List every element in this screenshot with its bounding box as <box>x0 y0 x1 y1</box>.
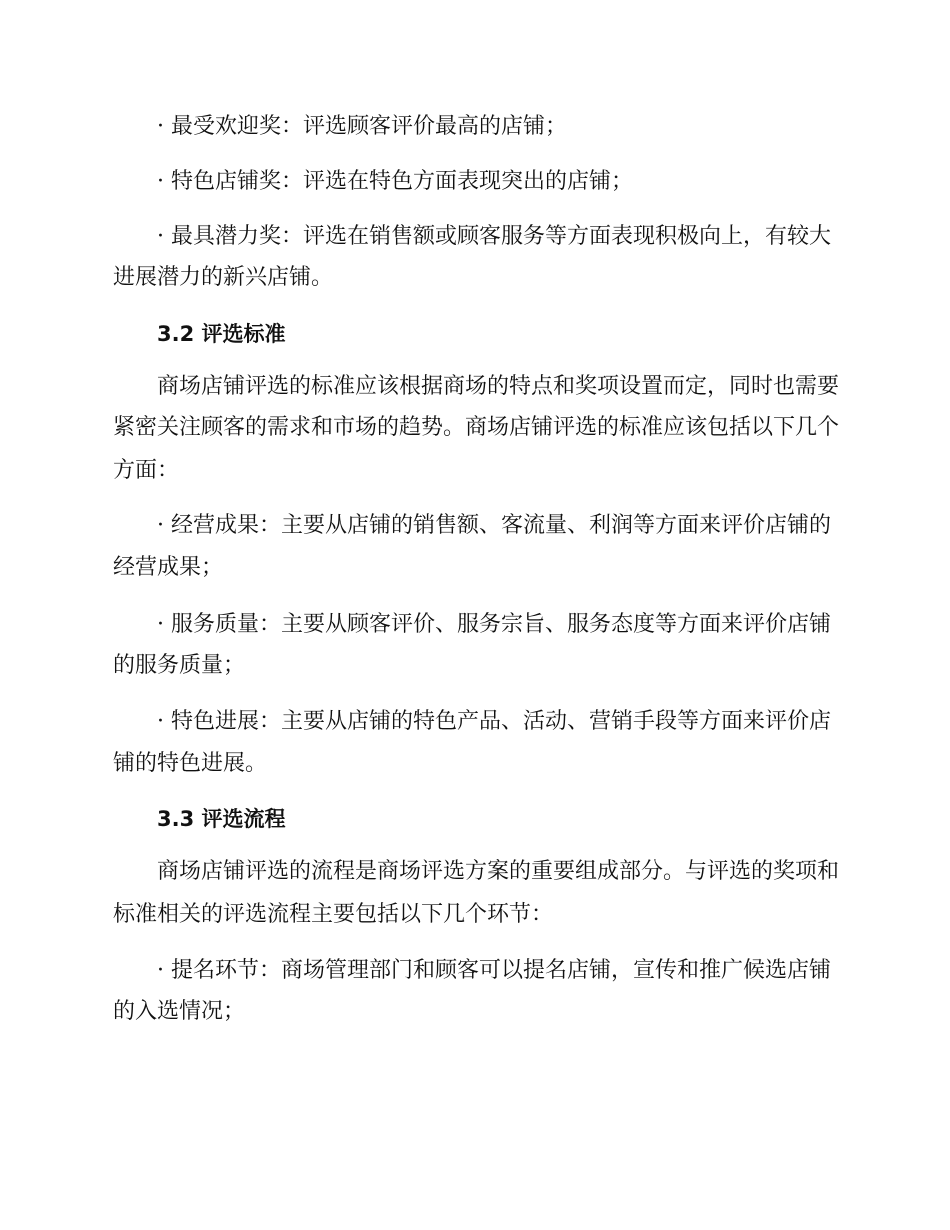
criteria-item-service-quality-continued: 的服务质量； <box>113 653 246 678</box>
paragraph-line: 标准相关的评选流程主要包括以下几个环节： <box>113 902 554 927</box>
criteria-item-feature-progress: · 特色进展：主要从店铺的特色产品、活动、营销手段等方面来评价店 <box>157 709 831 734</box>
process-item-nomination-continued: 的入选情况； <box>113 999 246 1024</box>
paragraph-line: 商场店铺评选的流程是商场评选方案的重要组成部分。与评选的奖项和 <box>157 859 840 884</box>
criteria-item-business-results-continued: 经营成果； <box>113 555 224 580</box>
criteria-item-business-results: · 经营成果：主要从店铺的销售额、客流量、利润等方面来评价店铺的 <box>157 513 831 538</box>
award-item-most-potential: · 最具潜力奖：评选在销售额或顾客服务等方面表现积极向上，有较大 <box>157 224 831 249</box>
criteria-item-feature-progress-continued: 铺的特色进展。 <box>113 751 268 776</box>
paragraph-line: 商场店铺评选的标准应该根据商场的特点和奖项设置而定，同时也需要 <box>157 374 840 399</box>
section-heading-3-3: 3.3 评选流程 <box>157 807 286 831</box>
award-item-most-popular: · 最受欢迎奖：评选顾客评价最高的店铺； <box>157 114 567 139</box>
award-item-most-potential-continued: 进展潜力的新兴店铺。 <box>113 265 334 290</box>
paragraph-line: 方面： <box>113 458 180 483</box>
award-item-feature-store: · 特色店铺奖：评选在特色方面表现突出的店铺； <box>157 169 633 194</box>
criteria-item-service-quality: · 服务质量：主要从顾客评价、服务宗旨、服务态度等方面来评价店铺 <box>157 612 831 637</box>
process-item-nomination: · 提名环节：商场管理部门和顾客可以提名店铺，宣传和推广候选店铺 <box>157 958 831 983</box>
paragraph-line: 紧密关注顾客的需求和市场的趋势。商场店铺评选的标准应该包括以下几个 <box>113 415 840 440</box>
section-heading-3-2: 3.2 评选标准 <box>157 322 286 346</box>
